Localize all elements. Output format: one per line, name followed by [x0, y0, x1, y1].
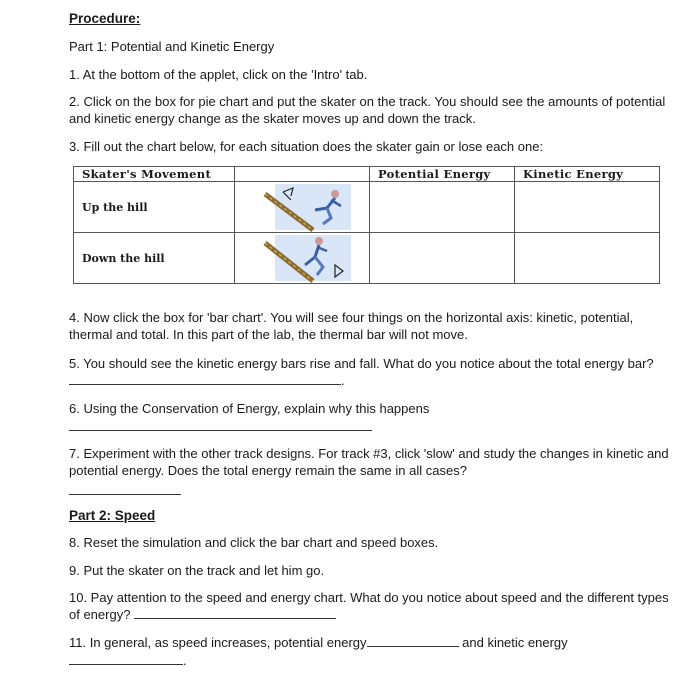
part2-heading: Part 2: Speed: [69, 508, 156, 523]
question-2: 2. Click on the box for pie chart and put the skater on the track. You should see the amounts of potential and kinetic energy change as the skater moves up and down the track.: [69, 94, 666, 126]
question-11: 11. In general, as speed increases, potential energy and kinetic energy: [69, 635, 568, 650]
answer-blank-6[interactable]: [69, 418, 372, 431]
question-1: 1. At the bottom of the applet, click on the 'Intro' tab.: [69, 67, 368, 82]
part1-title: Part 1: Potential and Kinetic Energy: [69, 39, 275, 54]
answer-blank-11a[interactable]: [367, 634, 459, 647]
header-image: [235, 167, 370, 182]
movement-cell: Down the hill: [74, 233, 235, 284]
answer-blank-5[interactable]: [69, 372, 341, 385]
table-row: [74, 233, 660, 284]
header-potential: Potential Energy: [370, 167, 515, 182]
header-kinetic: Kinetic Energy: [515, 167, 660, 182]
answer-blank-11b[interactable]: [69, 652, 183, 665]
table-header-row: [74, 167, 660, 182]
question-7: 7. Experiment with the other track designs. For track #3, click 'slow' and study the changes in kinetic and potential energy. Does the total energy remain the same in all cases?: [69, 446, 669, 478]
table-row: [74, 182, 660, 233]
answer-blank-10[interactable]: [134, 606, 336, 619]
potential-down-cell[interactable]: [370, 233, 515, 284]
question-8: 8. Reset the simulation and click the bar chart and speed boxes.: [69, 535, 439, 550]
question-11-end: .: [69, 652, 187, 669]
question-9: 9. Put the skater on the track and let him go.: [69, 563, 325, 578]
skater-down-image: [235, 233, 370, 284]
kinetic-up-cell[interactable]: [515, 182, 660, 233]
header-movement: Skater's Movement: [74, 167, 235, 182]
question-5: 5. You should see the kinetic energy bars rise and fall. What do you notice about the total energy bar? .: [69, 356, 654, 388]
energy-table: [73, 166, 660, 284]
answer-blank-7[interactable]: [69, 482, 181, 495]
question-10: 10. Pay attention to the speed and energy chart. What do you notice about speed and the different types of energy?: [69, 590, 669, 622]
movement-cell: Up the hill: [74, 182, 235, 233]
procedure-heading: Procedure:: [69, 11, 141, 26]
question-6: 6. Using the Conservation of Energy, explain why this happens: [69, 401, 430, 416]
kinetic-down-cell[interactable]: [515, 233, 660, 284]
potential-up-cell[interactable]: [370, 182, 515, 233]
question-4: 4. Now click the box for 'bar chart'. You will see four things on the horizontal axis: kinetic, potential, thermal and total. In this part of the lab, the thermal bar will not move.: [69, 310, 634, 342]
skater-up-image: [235, 182, 370, 233]
question-3: 3. Fill out the chart below, for each situation does the skater gain or lose each one:: [69, 139, 544, 154]
